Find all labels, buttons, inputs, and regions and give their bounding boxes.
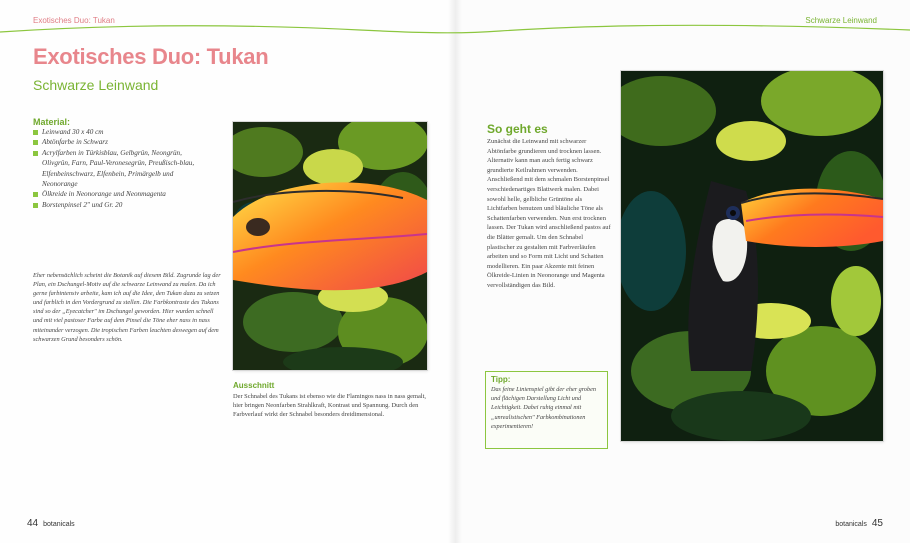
toucan-jungle-painting [621,71,883,441]
material-list [33,127,198,210]
material-item: Acrylfarben in Türkisblau, Gelbgrün, Neongrün, Olivgrün, Farn, Paul-Veronesegrün, Preußisch-blau, Elfenbeinschwarz, Elfenbein, Primärgelb und Neonorange [33,148,198,190]
footer-label-left: botanicals [43,521,75,528]
page-number-left: 44 [27,518,39,529]
material-item: Ölkreide in Neonorange und Neonmagenta [33,189,198,199]
material-item: Leinwand 30 x 40 cm [33,127,198,137]
instructions-heading: So geht es [487,122,548,136]
running-head-right: Schwarze Leinwand [805,16,877,25]
page-number-right: 45 [871,518,883,529]
toucan-detail-image [233,122,427,370]
footer-label-right: botanicals [835,521,867,528]
caption-heading: Ausschnitt [233,381,275,390]
material-item: Abtönfarbe in Schwarz [33,137,198,147]
material-item: Borstenpinsel 2" und Gr. 20 [33,200,198,210]
tip-heading: Tipp: [491,375,511,384]
material-heading: Material: [33,117,71,127]
header-wave-line [0,22,910,36]
page-subtitle: Schwarze Leinwand [33,77,159,93]
caption-text: Der Schnabel des Tukans ist ebenso wie die Flamingos nass in nass gemalt, hier bringen Neonfarben Strahlkraft, Kontrast und Spannung. Durch den Farbverlauf wirkt der Schnabel besonders dreidimensional. [233,393,426,419]
toucan-full-painting-image [621,71,883,441]
page-title: Exotisches Duo: Tukan [33,44,269,69]
footer-right [830,513,883,531]
intro-paragraph: Eher nebensächlich scheint die Botanik auf diesem Bild. Zugrunde lag der Plan, ein Dschungel-Motiv auf die schwarze Leinwand zu malen. Da ich gerne farbintensiv arbeite, kam ich auf die Idee, den Tukan dazu zu setzen und farblich in den Vordergrund zu stellen. Die Farbkontraste des Tukans sind so der „Eyecatcher" im Dschungel geworden. Hier wurden schnell und mit viel pastoser Farbe auf dem Pinsel die Töne eher nass in nass miteinander verzogen. Die tropischen Farben leuchten deswegen auf dem schwarzen Grund besonders schön. [33,272,221,343]
tip-box [485,371,608,449]
book-gutter [448,0,462,543]
running-head-left: Exotisches Duo: Tukan [33,16,115,25]
instructions-text: Zunächst die Leinwand mit schwarzer Abtönfarbe grundieren und trocknen lassen. Alternativ kann man auch fertig schwarz grundierte Keilrahmen verwenden. Anschließend mit dem schmalen Borstenpinsel verschiedenartiges Blattwerk malen. Dabei sowohl helle, gelbliche Grüntöne als Lichtfarben benutzen und bläuliche Töne als Schattenfarben verwenden. Nun erst trocknen lassen. Der Tukan wird anschließend pastos auf die Blätter gemalt. Um den Schnabel plastischer zu gestalten mit Farbverläufen arbeiten und so Form mit Licht und Schatten modellieren. Ein paar Akzente mit feinen Ölkreide-Linien in Neonorange und Magenta vervollständigen das Bild. [487,138,611,289]
toucan-beak-painting [233,122,427,370]
tip-text: Das feine Linienspiel gibt der eher groben und flächigen Darstellung Licht und Leichtigkeit. Dabei ruhig einmal mit „unrealistischen" Farbkombinationen experimentieren! [491,386,596,430]
footer-left [27,513,80,531]
